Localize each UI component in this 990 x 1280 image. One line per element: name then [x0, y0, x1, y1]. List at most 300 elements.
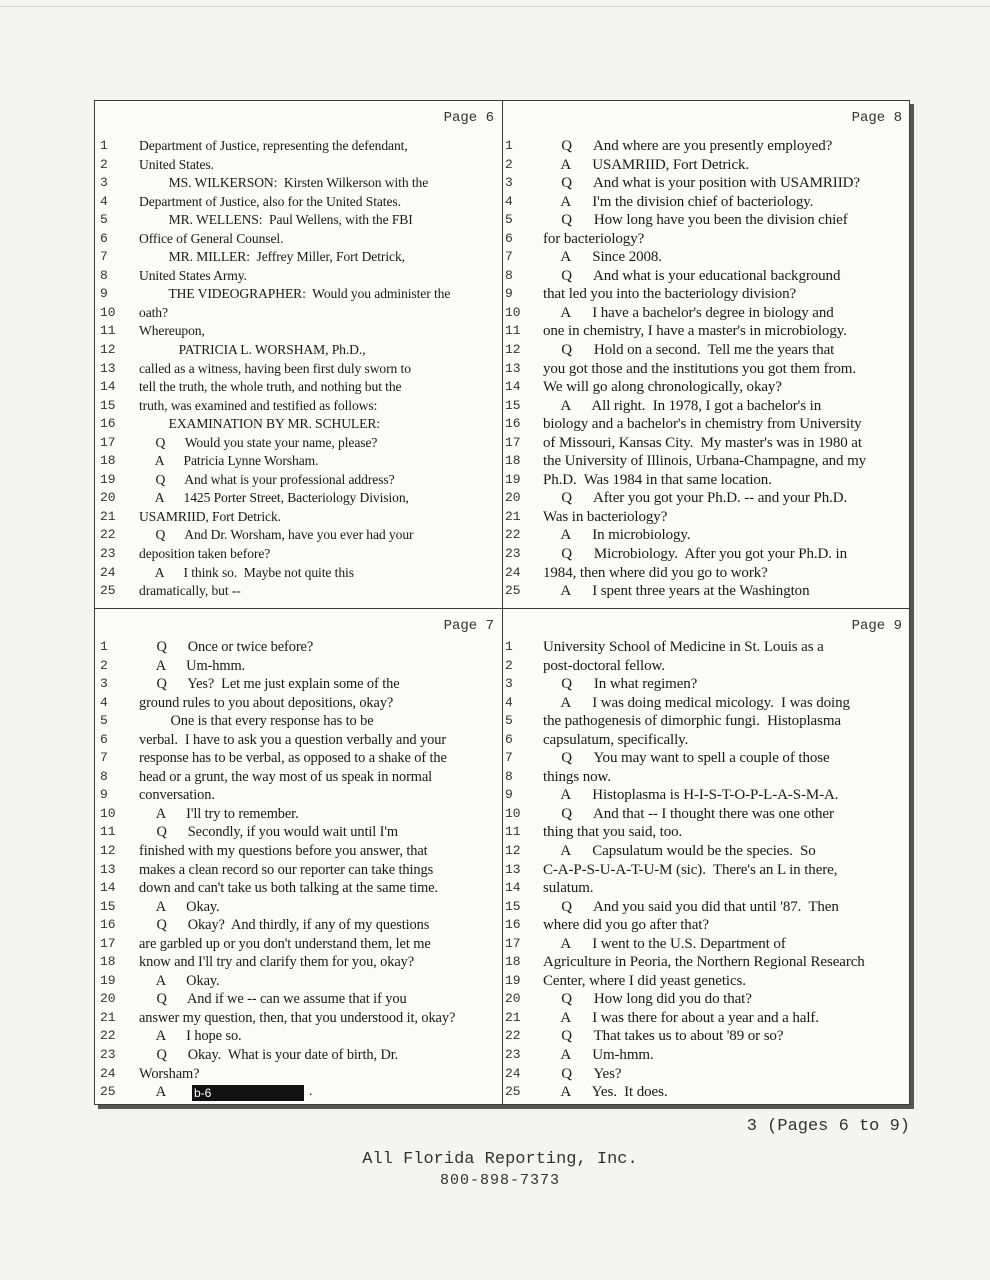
transcript-line [95, 805, 502, 824]
line-number: 18 [505, 453, 521, 469]
line-text: Q And if we -- can we assume that if you [139, 991, 407, 1008]
line-text: of Missouri, Kansas City. My master's was in 1980 at [543, 434, 862, 451]
line-text: A Okay. [139, 972, 220, 989]
line-text: deposition taken before? [139, 546, 271, 562]
line-number: 13 [505, 861, 521, 877]
line-text: A Yes. It does. [543, 1084, 668, 1101]
line-number: 23 [100, 1047, 116, 1063]
transcript-line [503, 341, 910, 360]
transcript-line [503, 415, 910, 434]
line-number: 25 [505, 583, 521, 599]
line-text: capsulatum, specifically. [543, 731, 689, 748]
line-text: oath? [139, 304, 168, 320]
transcript-line [503, 211, 910, 230]
transcript-line [95, 267, 502, 286]
line-number: 16 [100, 917, 116, 933]
line-number: 17 [505, 935, 521, 951]
line-number: 8 [505, 768, 513, 784]
transcript-line [503, 248, 910, 267]
transcript-line [95, 230, 502, 249]
transcript-line [503, 564, 910, 583]
line-number: 9 [505, 286, 513, 302]
line-text: A Patricia Lynne Worsham. [139, 453, 319, 469]
line-number: 2 [100, 657, 108, 673]
transcript-line [95, 452, 502, 471]
line-text: A I have a bachelor's degree in biology and [543, 304, 834, 321]
line-number: 15 [505, 898, 521, 914]
line-number: 10 [100, 805, 116, 821]
line-number: 23 [505, 1047, 521, 1063]
page-label: Page 7 [443, 618, 494, 634]
transcript-line [503, 768, 910, 787]
line-text: Q After you got your Ph.D. -- and your Ph.D. [543, 490, 848, 507]
line-text: Q Okay. What is your date of birth, Dr. [139, 1047, 399, 1064]
line-number: 23 [100, 546, 116, 562]
line-text: MS. WILKERSON: Kirsten Wilkerson with the [139, 175, 429, 191]
line-text: know and I'll try and clarify them for you, okay? [139, 954, 415, 971]
transcript-line [95, 768, 502, 787]
line-text: THE VIDEOGRAPHER: Would you administer the [139, 286, 451, 302]
line-text: Q And what is your professional address? [139, 471, 395, 487]
line-text: A Um-hmm. [543, 1047, 654, 1064]
transcript-line [95, 1027, 502, 1046]
transcript-line [503, 638, 910, 657]
transcript-line [503, 972, 910, 991]
line-number: 19 [505, 471, 521, 487]
transcript-line [503, 230, 910, 249]
line-number: 8 [505, 267, 513, 283]
line-number: 9 [100, 286, 108, 302]
line-text: dramatically, but -- [139, 583, 241, 599]
transcript-line [503, 1009, 910, 1028]
line-number: 16 [505, 416, 521, 432]
line-number: 6 [100, 230, 108, 246]
line-number: 4 [505, 694, 513, 710]
line-number: 25 [100, 1084, 116, 1100]
line-number: 17 [100, 434, 116, 450]
line-text: the University of Illinois, Urbana-Champagne, and my [543, 453, 867, 470]
line-number: 4 [100, 193, 108, 209]
line-text: things now. [543, 768, 611, 785]
line-text: A I'm the division chief of bacteriology. [543, 193, 814, 210]
line-text: Whereupon, [139, 323, 205, 339]
transcript-line [95, 156, 502, 175]
line-text: tell the truth, the whole truth, and nothing but the [139, 379, 402, 395]
line-text: Q Yes? [543, 1065, 622, 1082]
line-number: 1 [100, 639, 108, 654]
page-label: Page 8 [851, 110, 902, 126]
transcript-line [503, 898, 910, 917]
line-number: 19 [100, 972, 116, 988]
transcript-line [503, 156, 910, 175]
line-text: finished with my questions before you answer, that [139, 843, 428, 860]
line-number: 17 [505, 434, 521, 450]
line-text: Q And what is your position with USAMRIID? [543, 175, 860, 192]
line-text: MR. MILLER: Jeffrey Miller, Fort Detrick, [139, 249, 405, 265]
line-number: 1 [100, 138, 108, 153]
transcript-line [95, 990, 502, 1009]
transcript-line [95, 508, 502, 527]
transcript-line [503, 526, 910, 545]
transcript-line [503, 452, 910, 471]
line-number: 7 [505, 750, 513, 766]
transcript-line [95, 842, 502, 861]
line-text: A All right. In 1978, I got a bachelor's in [543, 397, 822, 414]
redaction-box: b-6 [192, 1085, 304, 1101]
transcript-line [95, 526, 502, 545]
line-number: 20 [100, 991, 116, 1007]
transcript-line [95, 174, 502, 193]
transcript-line [503, 1046, 910, 1065]
company-phone: 800-898-7373 [439, 1172, 561, 1189]
transcript-line [95, 322, 502, 341]
line-text: A I hope so. [139, 1028, 242, 1045]
line-number: 2 [100, 156, 108, 172]
transcript-line [95, 193, 502, 212]
line-text: where did you go after that? [543, 917, 709, 934]
line-text: USAMRIID, Fort Detrick. [139, 508, 281, 524]
line-number: 12 [100, 342, 116, 358]
line-list [503, 638, 910, 1102]
line-number: 11 [505, 824, 521, 840]
line-text: Q Microbiology. After you got your Ph.D. in [543, 546, 848, 563]
transcript-line [95, 137, 502, 156]
line-number: 14 [100, 880, 116, 896]
line-text: A I was doing medical micology. I was doing [543, 694, 850, 711]
line-text: C-A-P-S-U-A-T-U-M (sic). There's an L in there, [543, 861, 838, 878]
line-number: 19 [505, 972, 521, 988]
scan-edge-line [0, 6, 990, 7]
transcript-line [95, 545, 502, 564]
line-text: A I'll try to remember. [139, 805, 299, 822]
line-text: We will go along chronologically, okay? [543, 379, 782, 396]
line-number: 12 [100, 843, 116, 859]
transcript-line [95, 1083, 502, 1102]
line-text: Q Okay? And thirdly, if any of my questions [139, 917, 430, 934]
line-text: makes a clean record so our reporter can take things [139, 861, 434, 878]
line-number: 5 [100, 212, 108, 228]
line-number: 7 [505, 249, 513, 265]
line-number: 19 [100, 471, 116, 487]
line-text: A I went to the U.S. Department of [543, 935, 786, 952]
transcript-line [503, 1065, 910, 1084]
transcript-line [503, 397, 910, 416]
line-text: Q And that -- I thought there was one other [543, 805, 834, 822]
line-number: 25 [505, 1084, 521, 1100]
line-text: head or a grunt, the way most of us speak in normal [139, 768, 433, 785]
line-text: Q How long have you been the division chief [543, 212, 848, 229]
line-number: 14 [100, 379, 116, 395]
transcript-line [503, 675, 910, 694]
transcript-line [95, 564, 502, 583]
transcript-line [95, 935, 502, 954]
line-text: Department of Justice, representing the defendant, [139, 138, 408, 153]
transcript-line [503, 712, 910, 731]
transcript-line [503, 823, 910, 842]
line-number: 20 [505, 991, 521, 1007]
transcript-line [503, 1083, 910, 1102]
line-text: Q In what regimen? [543, 676, 698, 693]
transcript-line [95, 879, 502, 898]
line-text: Q Yes? Let me just explain some of the [139, 676, 400, 693]
transcript-line [503, 879, 910, 898]
transcript-line [95, 712, 502, 731]
line-number: 11 [505, 323, 521, 339]
line-number: 24 [100, 564, 116, 580]
line-text: A Okay. [139, 898, 220, 915]
line-number: 17 [100, 935, 116, 951]
transcript-line [95, 397, 502, 416]
transcript-line [95, 211, 502, 230]
line-number: 18 [100, 453, 116, 469]
line-text: Q And you said you did that until '87. Then [543, 898, 839, 915]
line-text: response has to be verbal, as opposed to a shake of the [139, 750, 447, 767]
line-number: 6 [505, 731, 513, 747]
line-text: answer my question, then, that you understood it, okay? [139, 1009, 456, 1026]
transcript-line [95, 582, 502, 601]
transcript-line [503, 916, 910, 935]
line-number: 22 [505, 527, 521, 543]
line-number: 13 [505, 360, 521, 376]
line-number: 18 [505, 954, 521, 970]
line-text: Q Hold on a second. Tell me the years that [543, 342, 835, 359]
line-number: 13 [100, 861, 116, 877]
line-text: truth, was examined and testified as follows: [139, 397, 378, 413]
transcript-line [95, 248, 502, 267]
line-text: one in chemistry, I have a master's in microbiology. [543, 323, 847, 340]
transcript-line [503, 694, 910, 713]
transcript-line [95, 360, 502, 379]
line-text: called as a witness, having been first duly sworn to [139, 360, 411, 376]
line-text: Q That takes us to about '89 or so? [543, 1028, 784, 1045]
line-text: A Um-hmm. [139, 657, 246, 674]
transcript-line [503, 953, 910, 972]
line-text: Q Once or twice before? [139, 639, 314, 655]
transcript-line [95, 434, 502, 453]
line-text: for bacteriology? [543, 230, 645, 247]
line-list [95, 137, 502, 601]
line-text: A I think so. Maybe not quite this [139, 564, 354, 580]
line-text: Q You may want to spell a couple of those [543, 750, 830, 767]
line-text: biology and a bachelor's in chemistry from University [543, 416, 862, 433]
line-number: 21 [100, 508, 116, 524]
transcript-line [95, 1065, 502, 1084]
line-number: 7 [100, 249, 108, 265]
line-number: 10 [100, 304, 116, 320]
line-number: 21 [505, 508, 521, 524]
line-text: Q And where are you presently employed? [543, 138, 833, 154]
line-number: 22 [505, 1028, 521, 1044]
line-number: 5 [100, 713, 108, 729]
line-text: One is that every response has to be [139, 713, 374, 730]
line-number: 2 [505, 156, 513, 172]
transcript-line [95, 415, 502, 434]
line-number: 3 [100, 676, 108, 692]
line-number: 22 [100, 527, 116, 543]
transcript-line [503, 786, 910, 805]
transcript-page-9 [503, 609, 910, 1103]
transcript-line [503, 489, 910, 508]
line-number: 8 [100, 768, 108, 784]
line-text: the pathogenesis of dimorphic fungi. Histoplasma [543, 713, 841, 730]
line-number: 11 [100, 323, 116, 339]
transcript-line [503, 749, 910, 768]
line-text: are garbled up or you don't understand them, let me [139, 935, 431, 952]
line-number: 15 [100, 898, 116, 914]
transcript-line [503, 285, 910, 304]
transcript-line [95, 731, 502, 750]
line-number: 15 [100, 397, 116, 413]
line-text: United States Army. [139, 267, 247, 283]
line-text: Worsham? [139, 1065, 200, 1082]
transcript-line [95, 786, 502, 805]
page-label: Page 6 [443, 110, 494, 126]
transcript-line [95, 972, 502, 991]
line-number: 4 [505, 193, 513, 209]
transcript-line [503, 360, 910, 379]
transcript-page-8 [503, 101, 910, 608]
transcript-line [503, 805, 910, 824]
transcript-line [503, 657, 910, 676]
line-text: post-doctoral fellow. [543, 657, 665, 674]
line-text: Q And what is your educational background [543, 267, 841, 284]
transcript-sheet [94, 100, 910, 1105]
line-number: 11 [100, 824, 116, 840]
line-number: 9 [505, 787, 513, 803]
line-number: 10 [505, 805, 521, 821]
line-number: 14 [505, 379, 521, 395]
transcript-line [95, 638, 502, 657]
transcript-line [95, 1046, 502, 1065]
line-text: United States. [139, 156, 214, 172]
line-number: 3 [505, 175, 513, 191]
line-text: Q And Dr. Worsham, have you ever had your [139, 527, 414, 543]
line-number: 23 [505, 546, 521, 562]
line-number: 6 [100, 731, 108, 747]
transcript-line [95, 285, 502, 304]
line-number: 4 [100, 694, 108, 710]
page-label: Page 9 [851, 618, 902, 634]
line-text: A I was there for about a year and a half. [543, 1009, 819, 1026]
transcript-line [95, 953, 502, 972]
line-text: you got those and the institutions you got them from. [543, 360, 857, 377]
transcript-page-6 [95, 101, 502, 608]
transcript-line [503, 731, 910, 750]
transcript-line [95, 489, 502, 508]
transcript-line [503, 508, 910, 527]
line-text: A I spent three years at the Washington [543, 583, 810, 600]
transcript-line [95, 304, 502, 323]
transcript-line [95, 916, 502, 935]
line-number: 25 [100, 583, 116, 599]
line-text: that led you into the bacteriology division? [543, 286, 797, 303]
line-text: sulatum. [543, 880, 594, 897]
line-text: ground rules to you about depositions, okay? [139, 694, 394, 711]
line-text: Ph.D. Was 1984 in that same location. [543, 471, 772, 488]
line-text: A [139, 1084, 166, 1101]
line-number: 20 [505, 490, 521, 506]
line-number: 7 [100, 750, 108, 766]
line-number: 1 [505, 138, 513, 153]
transcript-line [503, 990, 910, 1009]
transcript-line [503, 582, 910, 601]
transcript-line [503, 861, 910, 880]
transcript-line [95, 378, 502, 397]
line-text: A Histoplasma is H-I-S-T-O-P-L-A-S-M-A. [543, 787, 839, 804]
line-number: 21 [505, 1009, 521, 1025]
transcript-line [503, 267, 910, 286]
transcript-line [95, 861, 502, 880]
transcript-line [503, 137, 910, 156]
line-number: 10 [505, 304, 521, 320]
line-text: A USAMRIID, Fort Detrick. [543, 156, 750, 173]
line-number: 24 [100, 1065, 116, 1081]
line-number: 16 [505, 917, 521, 933]
line-text: conversation. [139, 787, 215, 804]
transcript-line [95, 341, 502, 360]
transcript-line [95, 675, 502, 694]
line-text: Q Would you state your name, please? [139, 434, 378, 450]
transcript-line [95, 1009, 502, 1028]
line-number: 12 [505, 843, 521, 859]
line-text: Department of Justice, also for the United States. [139, 193, 401, 209]
transcript-line [95, 749, 502, 768]
transcript-line [95, 694, 502, 713]
transcript-line [503, 471, 910, 490]
transcript-line [503, 842, 910, 861]
line-text: A Since 2008. [543, 249, 662, 266]
line-text: A In microbiology. [543, 527, 691, 544]
line-text: University School of Medicine in St. Louis as a [543, 639, 824, 655]
transcript-line [503, 434, 910, 453]
line-number: 1 [505, 639, 513, 654]
line-number: 3 [100, 175, 108, 191]
transcript-line [503, 174, 910, 193]
transcript-line [95, 471, 502, 490]
transcript-line [95, 823, 502, 842]
line-list [95, 638, 502, 1102]
line-text: MR. WELLENS: Paul Wellens, with the FBI [139, 212, 413, 228]
line-text: thing that you said, too. [543, 824, 683, 841]
line-number: 8 [100, 267, 108, 283]
line-number: 24 [505, 564, 521, 580]
line-text: A Capsulatum would be the species. So [543, 843, 816, 860]
line-number: 3 [505, 676, 513, 692]
line-text: Q Secondly, if you would wait until I'm [139, 824, 398, 841]
line-number: 5 [505, 212, 513, 228]
line-text: Office of General Counsel. [139, 230, 284, 246]
transcript-line [503, 1027, 910, 1046]
line-number: 12 [505, 342, 521, 358]
transcript-page-7 [95, 609, 502, 1103]
line-text: Center, where I did yeast genetics. [543, 972, 746, 989]
transcript-line [503, 545, 910, 564]
line-text: down and can't take us both talking at the same time. [139, 880, 439, 897]
transcript-line [503, 322, 910, 341]
line-number: 6 [505, 230, 513, 246]
line-text: Q How long did you do that? [543, 991, 752, 1008]
page-range-footer: 3 (Pages 6 to 9) [746, 1117, 910, 1136]
transcript-line [503, 304, 910, 323]
line-number: 13 [100, 360, 116, 376]
line-number: 2 [505, 657, 513, 673]
line-text: 1984, then where did you go to work? [543, 564, 768, 581]
line-number: 15 [505, 397, 521, 413]
line-number: 24 [505, 1065, 521, 1081]
line-number: 9 [100, 787, 108, 803]
redaction-suffix: . [309, 1084, 313, 1100]
line-text: PATRICIA L. WORSHAM, Ph.D., [139, 342, 366, 358]
